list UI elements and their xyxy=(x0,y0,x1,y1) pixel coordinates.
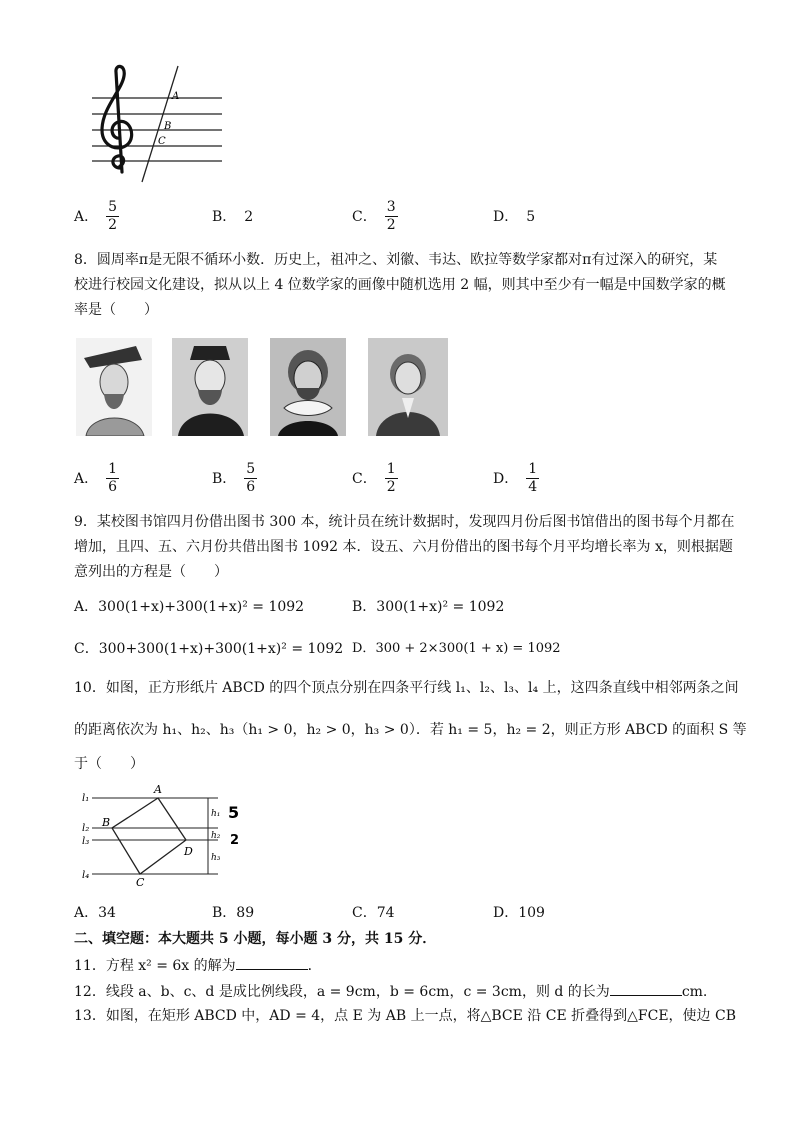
handwritten-2: 2 xyxy=(230,833,240,848)
option-letter: C． xyxy=(74,641,99,657)
q8-option-c[interactable] xyxy=(352,462,398,495)
q7-option-b[interactable] xyxy=(212,208,253,226)
q10-line-1: 10．如图，正方形纸片 ABCD 的四个顶点分别在四条平行线 l₁、l₂、l₃、l₄ 上，这四条直线中相邻两条之间 xyxy=(74,680,739,696)
fig-label-a: A xyxy=(172,91,180,102)
q8-line-2: 校进行校园文化建设，拟从以上 4 位数学家的画像中随机选用 2 幅，则其中至少有一幅是中国数学家的概 xyxy=(74,277,726,293)
square-parallel-lines-figure xyxy=(80,782,250,890)
option-value: 300 + 2×300(1 + x) = 1092 xyxy=(375,641,561,656)
fig-label-b: B xyxy=(164,121,172,132)
option-value: 5 xyxy=(526,209,536,225)
option-value: 2 xyxy=(244,209,254,225)
section-heading: 二、填空题：本大题共 5 小题，每小题 3 分，共 15 分． xyxy=(74,931,437,947)
q9-option-d[interactable] xyxy=(352,640,561,658)
q7-option-c[interactable] xyxy=(352,200,398,233)
label-h3: h₃ xyxy=(211,853,221,863)
portrait-liu-hui xyxy=(172,338,248,436)
q12-text-end: cm. xyxy=(681,984,708,1000)
label-l1: l₁ xyxy=(82,793,90,804)
fig-label-c: C xyxy=(158,136,166,147)
vertex-c: C xyxy=(136,876,145,889)
option-letter: A． xyxy=(74,905,99,921)
q9-option-b[interactable] xyxy=(352,598,504,616)
q9-option-a[interactable] xyxy=(74,598,304,616)
option-value: 300(1+x)+300(1+x)² = 1092 xyxy=(98,599,305,615)
q10-line-2: 的距离依次为 h₁、h₂、h₃（h₁ > 0，h₂ > 0，h₃ > 0）．若 h₁ = 5，h₂ = 2，则正方形 ABCD 的面积 S 等 xyxy=(74,722,747,738)
fraction: $\frac{1}{4}$ xyxy=(528,461,538,495)
fraction: $\frac{5}{2}$ xyxy=(108,199,118,233)
option-value: 109 xyxy=(518,905,545,921)
q12 xyxy=(74,982,707,1001)
option-value: 300(1+x)² = 1092 xyxy=(376,599,505,615)
fraction: $\frac{1}{2}$ xyxy=(386,461,396,495)
option-letter: B． xyxy=(212,905,237,921)
staff-figure xyxy=(84,60,229,185)
option-letter: C． xyxy=(352,470,377,487)
vertex-b: B xyxy=(102,816,111,829)
vertex-a: A xyxy=(154,783,162,796)
option-letter: C． xyxy=(352,905,377,921)
label-h2: h₂ xyxy=(211,831,221,841)
q10-option-a[interactable] xyxy=(74,904,116,922)
q11-answer-blank[interactable] xyxy=(236,956,308,970)
q8-option-a[interactable] xyxy=(74,462,119,495)
q8-line-1: 8．圆周率π是无限不循环小数．历史上，祖冲之、刘徽、韦达、欧拉等数学家都对π有过深入的研究，某 xyxy=(74,252,718,268)
q12-text: 12．线段 a、b、c、d 是成比例线段，a = 9cm，b = 6cm，c = 3cm，则 d 的长为 xyxy=(74,984,610,1000)
option-letter: D． xyxy=(352,641,376,656)
vertex-d: D xyxy=(184,845,193,858)
handwritten-5: 5 xyxy=(228,803,240,822)
option-value: 34 xyxy=(98,905,116,921)
option-letter: D． xyxy=(493,905,519,921)
option-letter: A． xyxy=(74,599,99,615)
label-l3: l₃ xyxy=(82,836,90,847)
q9-line-3: 意列出的方程是（ ） xyxy=(74,564,228,580)
option-value: 74 xyxy=(376,905,395,921)
label-l4: l₄ xyxy=(82,870,90,881)
q10-option-c[interactable] xyxy=(352,904,395,922)
q8-option-d[interactable] xyxy=(493,462,539,495)
label-h1: h₁ xyxy=(211,809,221,819)
q8-option-b[interactable] xyxy=(212,462,257,495)
q9-line-1: 9．某校图书馆四月份借出图书 300 本，统计员在统计数据时，发现四月份后图书馆借出的图书每个月都在 xyxy=(74,514,735,530)
option-letter: B． xyxy=(212,470,237,487)
option-letter: A． xyxy=(74,470,99,487)
portrait-viete xyxy=(270,338,346,436)
q11-text-end: ． xyxy=(307,958,322,974)
q10-option-b[interactable] xyxy=(212,904,254,922)
q11 xyxy=(74,956,322,975)
portrait-zu-chongzhi xyxy=(76,338,152,436)
label-l2: l₂ xyxy=(82,823,90,834)
q10-option-d[interactable] xyxy=(493,904,545,922)
treble-clef-icon xyxy=(102,66,132,172)
q10-line-3: 于（ ） xyxy=(74,756,144,772)
q13-line-1: 13．如图，在矩形 ABCD 中，AD = 4，点 E 为 AB 上一点，将△BCE 沿 CE 折叠得到△FCE，使边 CB xyxy=(74,1008,736,1024)
q11-text: 11．方程 x² = 6x 的解为 xyxy=(74,958,236,974)
option-letter: D． xyxy=(493,470,519,487)
option-letter: A． xyxy=(74,208,99,225)
q9-line-2: 增加，且四、五、六月份共借出图书 1092 本．设五、六月份借出的图书每个月平均增长率为 x，则根据题 xyxy=(74,539,733,555)
fraction: $\frac{5}{6}$ xyxy=(246,461,256,495)
fraction: $\frac{1}{6}$ xyxy=(108,461,118,495)
option-letter: C． xyxy=(352,208,377,225)
q8-line-3: 率是（ ） xyxy=(74,302,158,318)
fraction: $\frac{3}{2}$ xyxy=(386,199,396,233)
portrait-euler xyxy=(368,338,448,436)
option-letter: D． xyxy=(493,209,519,225)
q9-option-c[interactable] xyxy=(74,640,343,658)
q12-answer-blank[interactable] xyxy=(610,982,682,996)
q7-option-d[interactable] xyxy=(493,208,535,226)
option-letter: B． xyxy=(212,209,237,225)
option-letter: B． xyxy=(352,599,377,615)
q7-option-a[interactable] xyxy=(74,200,119,233)
option-value: 89 xyxy=(236,905,255,921)
option-value: 300+300(1+x)+300(1+x)² = 1092 xyxy=(98,641,344,657)
